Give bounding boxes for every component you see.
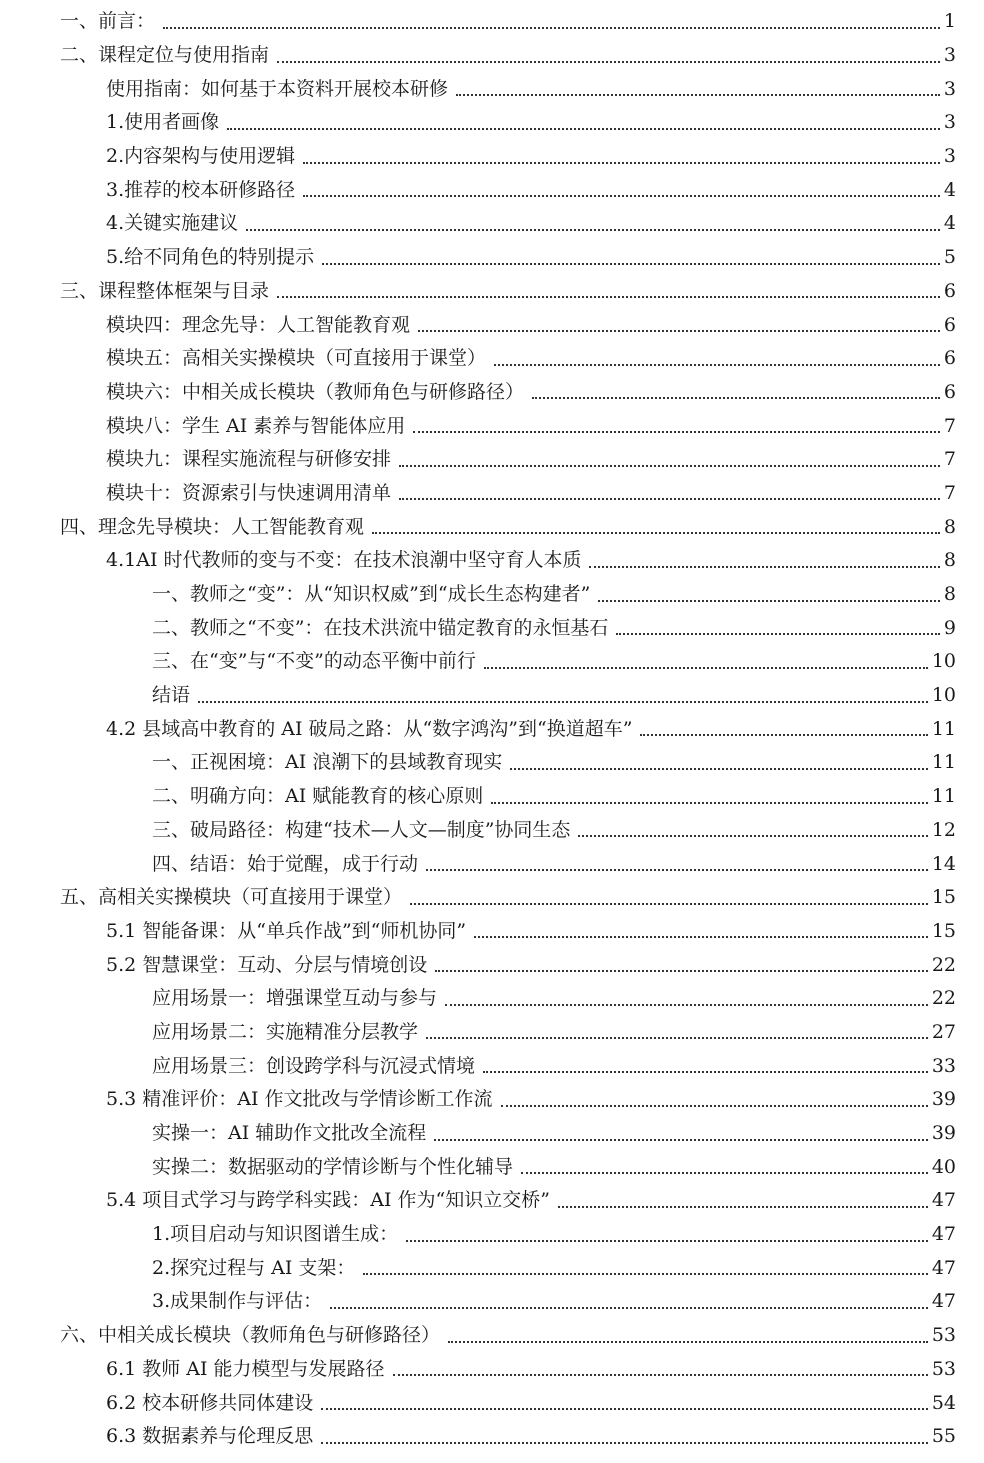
dot-leader <box>426 869 928 871</box>
dot-leader <box>330 1307 928 1309</box>
dot-leader <box>510 768 928 770</box>
toc-entry[interactable] <box>0 275 984 309</box>
toc-entry-page-number: 22 <box>931 953 956 976</box>
dot-leader <box>363 1273 927 1275</box>
toc-entry[interactable] <box>0 443 984 477</box>
toc-entry[interactable] <box>0 847 984 881</box>
dot-leader <box>578 835 927 837</box>
toc-entry-page-number: 8 <box>943 583 956 606</box>
toc-entry-page-number: 39 <box>931 1088 956 1111</box>
toc-entry-page-number: 15 <box>931 919 956 942</box>
toc-entry[interactable] <box>0 544 984 578</box>
toc-entry-title: 三、课程整体框架与目录 <box>60 279 270 302</box>
toc-entry[interactable] <box>0 173 984 207</box>
toc-entry-page-number: 3 <box>943 145 956 168</box>
toc-entry-page-number: 6 <box>943 313 956 336</box>
toc-entry-title: 1.项目启动与知识图谱生成： <box>152 1223 399 1246</box>
dot-leader <box>198 701 928 703</box>
dot-leader <box>456 94 940 96</box>
dot-leader <box>598 600 940 602</box>
toc-entry-page-number: 4 <box>943 178 956 201</box>
dot-leader <box>445 1004 928 1006</box>
toc-entry-title: 模块九：课程实施流程与研修安排 <box>106 448 392 471</box>
toc-entry-title: 一、正视困境：AI 浪潮下的县域教育现实 <box>152 751 503 774</box>
toc-entry[interactable] <box>0 1049 984 1083</box>
dot-leader <box>532 397 940 399</box>
toc-entry-page-number: 14 <box>931 852 956 875</box>
toc-entry-title: 3.推荐的校本研修路径 <box>106 178 296 201</box>
dot-leader <box>227 128 940 130</box>
toc-entry-title: 一、教师之“变”：从“知识权威”到“成长生态构建者” <box>152 583 591 606</box>
dot-leader <box>321 1408 928 1410</box>
toc-entry-title: 2.内容架构与使用逻辑 <box>106 145 296 168</box>
toc-entry-page-number: 7 <box>943 448 956 471</box>
toc-entry-page-number: 39 <box>931 1122 956 1145</box>
toc-entry-title: 应用场景二：实施精准分层教学 <box>152 1020 419 1043</box>
dot-leader <box>589 566 939 568</box>
toc-entry-page-number: 53 <box>931 1357 956 1380</box>
dot-leader <box>277 61 940 63</box>
dot-leader <box>434 1139 928 1141</box>
toc-entry-title: 模块十：资源索引与快速调用清单 <box>106 481 392 504</box>
toc-entry-title: 5.1 智能备课：从“单兵作战”到“师机协同” <box>106 919 467 942</box>
toc-entry-page-number: 11 <box>931 717 956 740</box>
toc-entry-title: 4.关键实施建议 <box>106 212 239 235</box>
toc-entry-title: 一、前言： <box>60 10 156 33</box>
toc-entry[interactable] <box>0 342 984 376</box>
toc-entry-title: 模块四：理念先导：人工智能教育观 <box>106 313 411 336</box>
toc-entry-title: 二、教师之“不变”：在技术洪流中锚定教育的永恒基石 <box>152 616 609 639</box>
toc-entry-page-number: 22 <box>931 987 956 1010</box>
toc-entry[interactable] <box>0 578 984 612</box>
toc-entry[interactable] <box>0 948 984 982</box>
toc-entry-title: 1.使用者画像 <box>106 111 220 134</box>
toc-entry[interactable] <box>0 1386 984 1420</box>
toc-entry-title: 5.给不同角色的特别提示 <box>106 246 315 269</box>
dot-leader <box>418 330 940 332</box>
dot-leader <box>491 802 928 804</box>
toc-entry[interactable] <box>0 611 984 645</box>
toc-entry-page-number: 9 <box>943 616 956 639</box>
dot-leader <box>399 498 940 500</box>
dot-leader <box>303 162 940 164</box>
toc-entry-page-number: 53 <box>931 1324 956 1347</box>
dot-leader <box>406 1240 928 1242</box>
toc-entry-page-number: 8 <box>943 549 956 572</box>
toc-entry[interactable] <box>0 241 984 275</box>
toc-entry-page-number: 47 <box>931 1256 956 1279</box>
dot-leader <box>426 1037 928 1039</box>
toc-entry-page-number: 4 <box>943 212 956 235</box>
dot-leader <box>399 465 940 467</box>
toc-entry[interactable] <box>0 1319 984 1353</box>
toc-entry-page-number: 11 <box>931 785 956 808</box>
toc-entry[interactable] <box>0 1218 984 1252</box>
toc-entry-page-number: 15 <box>931 886 956 909</box>
toc-entry[interactable] <box>0 72 984 106</box>
toc-entry-page-number: 7 <box>943 481 956 504</box>
toc-entry-title: 模块六：中相关成长模块（教师角色与研修路径） <box>106 380 525 403</box>
dot-leader <box>616 633 939 635</box>
toc-entry-page-number: 7 <box>943 414 956 437</box>
toc-entry-page-number: 40 <box>931 1155 956 1178</box>
toc-entry-page-number: 47 <box>931 1223 956 1246</box>
toc-entry-title: 6.3 数据素养与伦理反思 <box>106 1425 314 1448</box>
toc-entry-title: 应用场景一：增强课堂互动与参与 <box>152 987 438 1010</box>
dot-leader <box>483 1071 928 1073</box>
toc-entry[interactable] <box>0 1083 984 1117</box>
toc-entry-title: 5.2 智慧课堂：互动、分层与情境创设 <box>106 953 428 976</box>
toc-entry[interactable] <box>0 207 984 241</box>
dot-leader <box>322 263 940 265</box>
dot-leader <box>246 229 940 231</box>
table-of-contents <box>0 5 984 1454</box>
toc-entry-title: 三、破局路径：构建“技术—人文—制度”协同生态 <box>152 818 571 841</box>
toc-entry-page-number: 27 <box>931 1020 956 1043</box>
toc-entry-title: 二、明确方向：AI 赋能教育的核心原则 <box>152 785 484 808</box>
toc-entry-title: 3.成果制作与评估： <box>152 1290 323 1313</box>
toc-entry[interactable] <box>0 376 984 410</box>
toc-entry-page-number: 10 <box>931 650 956 673</box>
toc-entry-page-number: 54 <box>931 1391 956 1414</box>
toc-entry-title: 6.1 教师 AI 能力模型与发展路径 <box>106 1357 385 1380</box>
dot-leader <box>435 970 928 972</box>
dot-leader <box>558 1206 928 1208</box>
toc-entry-page-number: 33 <box>931 1054 956 1077</box>
dot-leader <box>494 364 940 366</box>
toc-entry[interactable] <box>0 477 984 511</box>
toc-entry-page-number: 6 <box>943 380 956 403</box>
toc-entry-title: 使用指南：如何基于本资料开展校本研修 <box>106 77 449 100</box>
dot-leader <box>277 296 940 298</box>
toc-entry-page-number: 3 <box>943 111 956 134</box>
toc-entry[interactable] <box>0 510 984 544</box>
toc-entry[interactable] <box>0 409 984 443</box>
dot-leader <box>413 431 940 433</box>
toc-entry[interactable] <box>0 39 984 73</box>
toc-entry-title: 应用场景三：创设跨学科与沉浸式情境 <box>152 1054 476 1077</box>
toc-entry-title: 二、课程定位与使用指南 <box>60 44 270 67</box>
toc-entry-title: 五、高相关实操模块（可直接用于课堂） <box>60 886 403 909</box>
dot-leader <box>521 1172 928 1174</box>
toc-entry[interactable] <box>0 1150 984 1184</box>
dot-leader <box>372 532 940 534</box>
toc-entry[interactable] <box>0 1251 984 1285</box>
dot-leader <box>321 1442 928 1444</box>
dot-leader <box>640 734 927 736</box>
toc-entry-title: 5.3 精准评价：AI 作文批改与学情诊断工作流 <box>106 1088 493 1111</box>
toc-entry[interactable] <box>0 106 984 140</box>
dot-leader <box>393 1374 928 1376</box>
toc-entry-page-number: 3 <box>943 77 956 100</box>
toc-entry-page-number: 47 <box>931 1189 956 1212</box>
toc-entry[interactable] <box>0 308 984 342</box>
toc-entry[interactable] <box>0 645 984 679</box>
toc-entry-title: 2.探究过程与 AI 支架： <box>152 1256 356 1279</box>
toc-entry-title: 实操一：AI 辅助作文批改全流程 <box>152 1122 427 1145</box>
dot-leader <box>303 195 940 197</box>
toc-entry-page-number: 1 <box>943 10 956 33</box>
toc-entry-title: 四、结语：始于觉醒，成于行动 <box>152 852 419 875</box>
toc-entry-page-number: 5 <box>943 246 956 269</box>
dot-leader <box>448 1341 928 1343</box>
toc-entry[interactable] <box>0 1420 984 1454</box>
dot-leader <box>163 27 940 29</box>
dot-leader <box>484 667 928 669</box>
toc-entry-title: 四、理念先导模块：人工智能教育观 <box>60 515 365 538</box>
toc-entry-title: 模块八：学生 AI 素养与智能体应用 <box>106 414 406 437</box>
toc-entry[interactable] <box>0 814 984 848</box>
toc-entry-page-number: 11 <box>931 751 956 774</box>
toc-entry[interactable] <box>0 1016 984 1050</box>
toc-entry[interactable] <box>0 140 984 174</box>
toc-entry-page-number: 47 <box>931 1290 956 1313</box>
dot-leader <box>501 1105 928 1107</box>
toc-entry-title: 结语 <box>152 684 191 707</box>
toc-entry-page-number: 6 <box>943 279 956 302</box>
toc-entry[interactable] <box>0 1117 984 1151</box>
toc-entry[interactable] <box>0 982 984 1016</box>
toc-entry[interactable] <box>0 780 984 814</box>
toc-entry-title: 5.4 项目式学习与跨学科实践：AI 作为“知识立交桥” <box>106 1189 550 1212</box>
toc-entry[interactable] <box>0 1285 984 1319</box>
toc-entry-page-number: 12 <box>931 818 956 841</box>
toc-entry-title: 三、在“变”与“不变”的动态平衡中前行 <box>152 650 476 673</box>
toc-entry-page-number: 6 <box>943 347 956 370</box>
toc-entry[interactable] <box>0 1353 984 1387</box>
toc-entry-title: 4.2 县域高中教育的 AI 破局之路：从“数字鸿沟”到“换道超车” <box>106 717 633 740</box>
toc-entry-title: 六、中相关成长模块（教师角色与研修路径） <box>60 1324 441 1347</box>
toc-entry[interactable] <box>0 746 984 780</box>
toc-entry-page-number: 55 <box>931 1425 956 1448</box>
dot-leader <box>474 936 928 938</box>
toc-entry[interactable] <box>0 1184 984 1218</box>
toc-entry-page-number: 3 <box>943 44 956 67</box>
toc-entry-page-number: 10 <box>931 684 956 707</box>
toc-entry-title: 6.2 校本研修共同体建设 <box>106 1391 314 1414</box>
toc-entry-title: 实操二：数据驱动的学情诊断与个性化辅导 <box>152 1155 514 1178</box>
toc-entry-page-number: 8 <box>943 515 956 538</box>
toc-entry[interactable] <box>0 915 984 949</box>
toc-entry[interactable] <box>0 712 984 746</box>
toc-entry-title: 4.1AI 时代教师的变与不变：在技术浪潮中坚守育人本质 <box>106 549 582 572</box>
toc-entry[interactable] <box>0 5 984 39</box>
dot-leader <box>410 903 928 905</box>
toc-entry[interactable] <box>0 679 984 713</box>
toc-entry-title: 模块五：高相关实操模块（可直接用于课堂） <box>106 347 487 370</box>
toc-entry[interactable] <box>0 881 984 915</box>
